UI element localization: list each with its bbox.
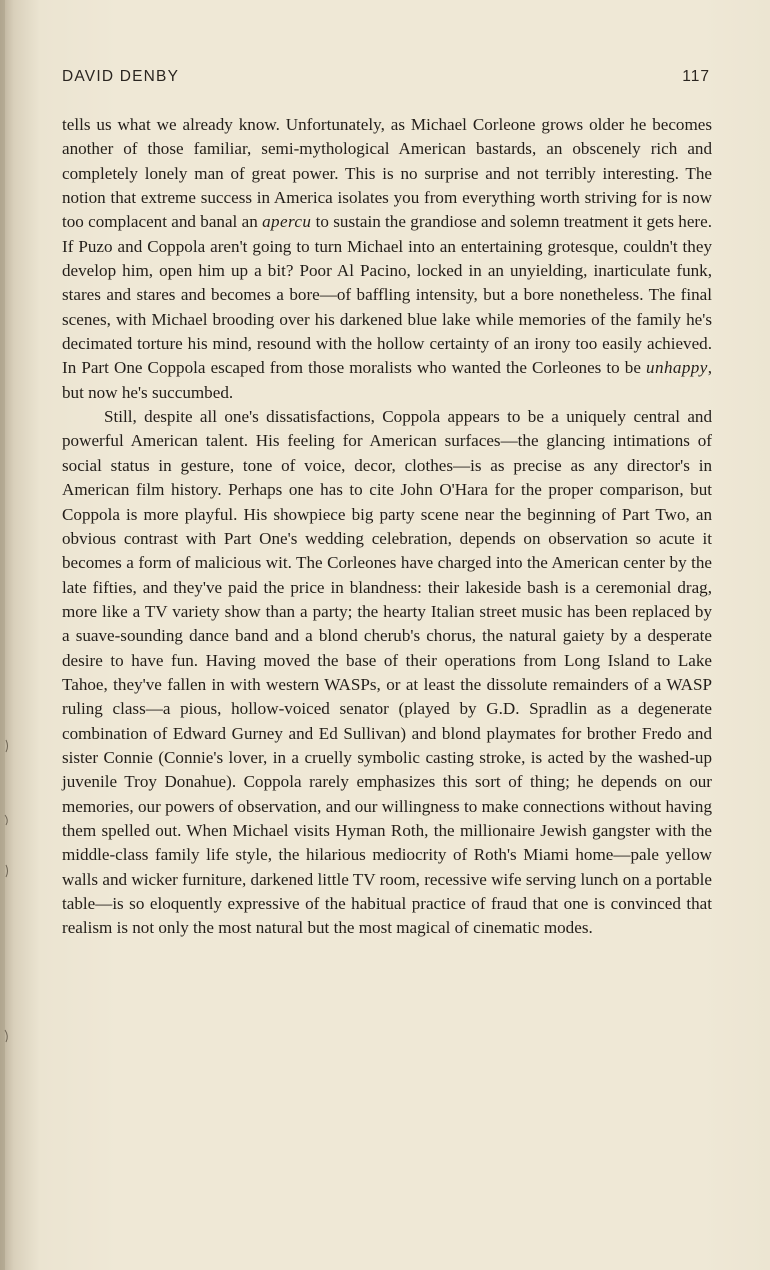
italic-text: unhappy	[646, 358, 708, 378]
gutter-shadow	[0, 0, 14, 1270]
paragraph-text: to sustain the grandiose and solemn treatment it gets here. If Puzo and Coppola aren't going to turn Michael into an entertaining grotesque, couldn't they develop him, open him up a bit? Poor Al Pacino, locked in an unyielding, inarticulate funk, stares and stares and becomes a bore—of baffling intensity, but a bore nonetheless. The final scenes, with Michael brooding over his darkened blue lake while memories of the family he's decimated torture his mind, resound with the hollow certainty of an irony too easily achieved. In Part One Coppola escaped from those moralists who wanted the Corleones to be	[62, 212, 712, 378]
paragraph-text: Still, despite all one's dissatisfactions, Coppola appears to be a uniquely central and powerful American talent. His feeling for American surfaces—the glancing intimations of social status in gesture, tone of voice, decor, clothes—is as precise as any director's in American film history. Perhaps one has to cite John O'Hara for the proper comparison, but Coppola is more playful. His showpiece big party scene near the beginning of Part Two, an obvious contrast with Part One's wedding celebration, depends on observation so acute it becomes a form of malicious wit. The Corleones have charged into the American center by the late fifties, and they've paid the price in blandness: their lakeside bash is a ceremonial drag, more like a TV variety show than a party; the hearty Italian street music has been replaced by a suave-sounding dance band and a blond cherub's chorus, the natural gaiety by a desperate desire to have fun. Having moved the base of their operations from Long Island to Lake Tahoe, they've fallen in with western WASPs, or at least the dissolute remainders of a WASP ruling class—a pious, hollow-voiced senator (played by G.D. Spradlin as a degenerate combination of Edward Gurney and Ed Sullivan) and blond playmates for brother Fredo and sister Connie (Connie's lover, in a cruelly symbolic casting stroke, is acted by the washed-up juvenile Troy Donahue). Coppola rarely emphasizes this sort of thing; he depends on our memories, our powers of observation, and our willingness to make connections without having them spelled out. When Michael visits Hyman Roth, the millionaire Jewish gangster with the middle-class family life style, the hilarious mediocrity of Roth's Miami home—pale yellow walls and wicker furniture, darkened little TV room, recessive wife serving lunch on a portable table—is so eloquently expressive of the habitual practice of fraud that one is convinced that realism is not only the most natural but the most magical of cinematic modes.	[62, 407, 712, 938]
paragraph-text: , but now he's succumbed.	[62, 358, 712, 402]
body-text	[62, 113, 712, 941]
running-head-author: DAVID DENBY	[62, 68, 180, 85]
running-header	[62, 68, 710, 92]
page-number: 117	[682, 68, 710, 85]
paragraph	[62, 405, 712, 941]
paragraph-text: tells us what we already know. Unfortunately, as Michael Corleone grows older he becomes another of those familiar, semi-mythological American bastards, an obscenely rich and completely lonely man of great power. This is no surprise and not terribly interesting. The notion that extreme success in America isolates you from everything worth striving for is now too complacent and banal an	[62, 115, 712, 232]
italic-text: apercu	[262, 212, 312, 232]
paragraph	[62, 113, 712, 405]
